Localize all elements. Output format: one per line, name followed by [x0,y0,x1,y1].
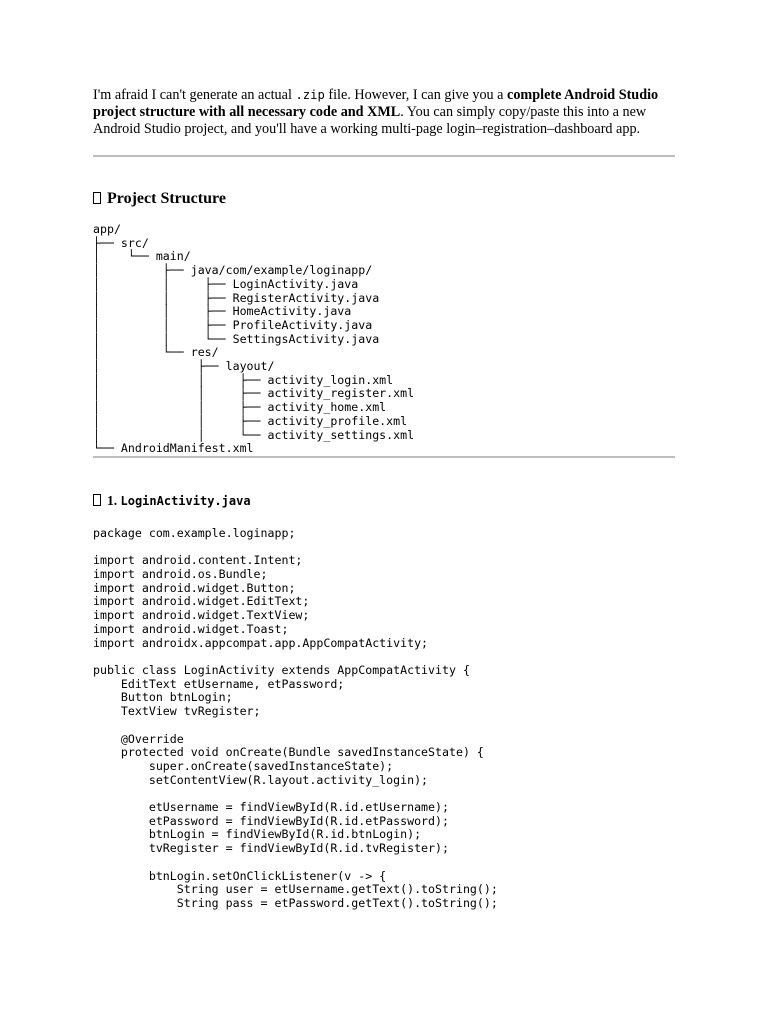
missing-glyph-icon [93,494,101,506]
login-activity-heading-filename: LoginActivity.java [120,493,251,508]
login-activity-code-block: package com.example.loginapp; import android.content.Intent; import android.os.Bundle; import android.widget.Button; import android.widget.EditText; import android.widget.TextView; import android.widget.Toast; import androidx.appcompat.app.AppCompatActivity; public class LoginActivity extends AppCompatActivity { EditText etUsername, etPassword; Button btnLogin; TextView tvRegister; @Override protected void onCreate(Bundle savedInstanceState) { super.onCreate(savedInstanceState); setContentView(R.layout.activity_login); etUsername = findViewById(R.id.etUsername); etPassword = findViewById(R.id.etPassword); btnLogin = findViewById(R.id.btnLogin); tvRegister = findViewById(R.id.tvRegister); btnLogin.setOnClickListener(v -> { String user = etUsername.getText().toString(); String pass = etPassword.getText().toString(); [93,525,498,910]
intro-bold-text: complete Android Studio project structure with all necessary code and XML [93,87,659,120]
project-structure-heading [93,189,675,209]
intro-inline-code: .zip [295,88,325,102]
missing-glyph-icon [93,192,101,204]
intro-text-2: file. However, I can give you a [324,87,508,103]
project-tree: app/ ├── src/ │ └── main/ │ ├── java/com/example/loginapp/ │ │ ├── LoginActivity.java │ │ ├── RegisterActivity.java │ │ ├── HomeActivity.java │ │ ├── ProfileActivity.java │ │ └── SettingsActivity.java │ └── res/ │ ├── layout/ │ │ ├── activity_login.xml │ │ ├── activity_register.xml │ │ ├── activity_home.xml │ │ ├── activity_profile.xml │ │ └── activity_settings.xml └── AndroidManifest.xml [93,222,415,456]
intro-text-1: I'm afraid I can't generate an actual [93,87,296,103]
intro-text-3: . You can simply copy/paste this into a new Android Studio project, and you'll have a working multi-page login–registration–dashboard app. [93,104,647,137]
intro-paragraph [93,87,675,138]
horizontal-rule [93,456,675,458]
horizontal-rule [93,155,675,157]
login-activity-heading [93,492,675,510]
project-structure-heading-text: Project Structure [107,190,226,207]
login-activity-heading-number: 1. [107,492,121,508]
document-page [93,87,675,911]
